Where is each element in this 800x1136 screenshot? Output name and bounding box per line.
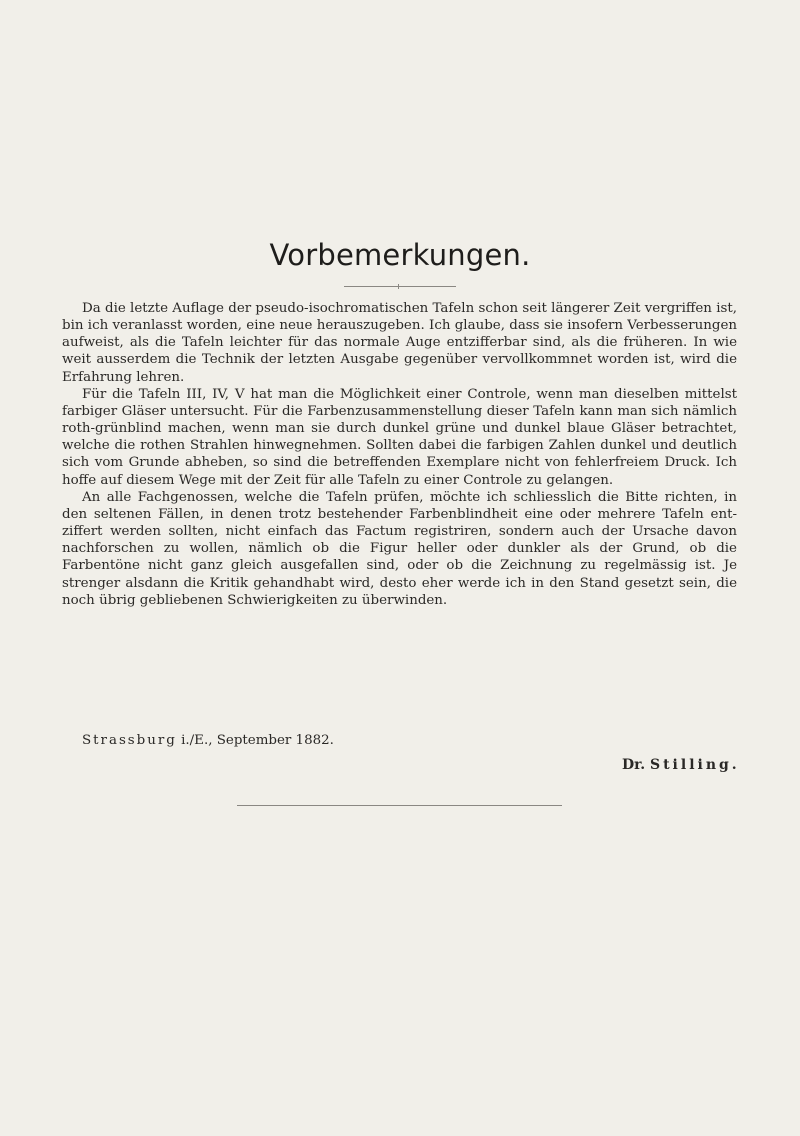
paragraph-2: Für die Tafeln III, IV, V hat man die Möglichkeit einer Controle, wenn man dieselben mittelst farbiger Gläser untersucht. Für die Farbenzusammenstellung dieser Tafeln kann man sich nämlich roth-grünblind machen, wenn man sie durch dunkel grüne und dunkel blaue Gläser betrachtet, welche die rothen Strahlen hinwegnehmen. Sollten dabei die farbigen Zahlen dunkel und deutlich sich vom Grunde abheben, so sind die betreffenden Exemplare nicht von fehlerfreiem Druck. Ich hoffe auf diesem Wege mit der Zeit für alle Tafeln zu einer Controle zu gelangen. [62, 386, 737, 488]
place-date-line [82, 733, 334, 748]
paragraph-1: Da die letzte Auflage der pseudo-isochromatischen Tafeln schon seit längerer Zeit vergriffen ist, bin ich veranlasst worden, eine neue herauszugeben. Ich glaube, dass sie insofern Verbesserungen aufweist, als die Tafeln leichter für das normale Auge entzifferbar sind, als die früheren. In wie weit ausserdem die Technik der letzten Ausgabe gegenüber vervollkommnet worden ist, wird die Erfahrung lehren. [62, 301, 737, 385]
place: Strassburg [82, 733, 177, 748]
bottom-divider [237, 805, 562, 806]
title-divider [344, 286, 456, 287]
signature-title: Dr. [622, 757, 646, 773]
date: i./E., September 1882. [181, 733, 334, 748]
page-title: Vorbemerkungen. [269, 238, 531, 272]
signature [622, 757, 740, 773]
signature-name: Stilling. [649, 757, 740, 773]
paragraph-3: An alle Fachgenossen, welche die Tafeln prüfen, möchte ich schliesslich die Bitte richten, in den seltenen Fällen, in denen trotz bestehender Farbenblindheit eine oder mehrere Tafeln entziffert werden sollten, nicht einfach das Factum registriren, sondern auch der Ursache davon nachforschen zu wollen, nämlich ob die Figur heller oder dunkler als der Grund, ob die Farbentöne nicht ganz gleich ausgefallen sind, oder ob die Zeichnung zu regelmässig ist. Je strenger alsdann die Kritik gehandhabt wird, desto eher werde ich in den Stand gesetzt sein, die noch übrig gebliebenen Schwierigkeiten zu überwinden. [62, 489, 737, 608]
preface-body [62, 300, 737, 609]
